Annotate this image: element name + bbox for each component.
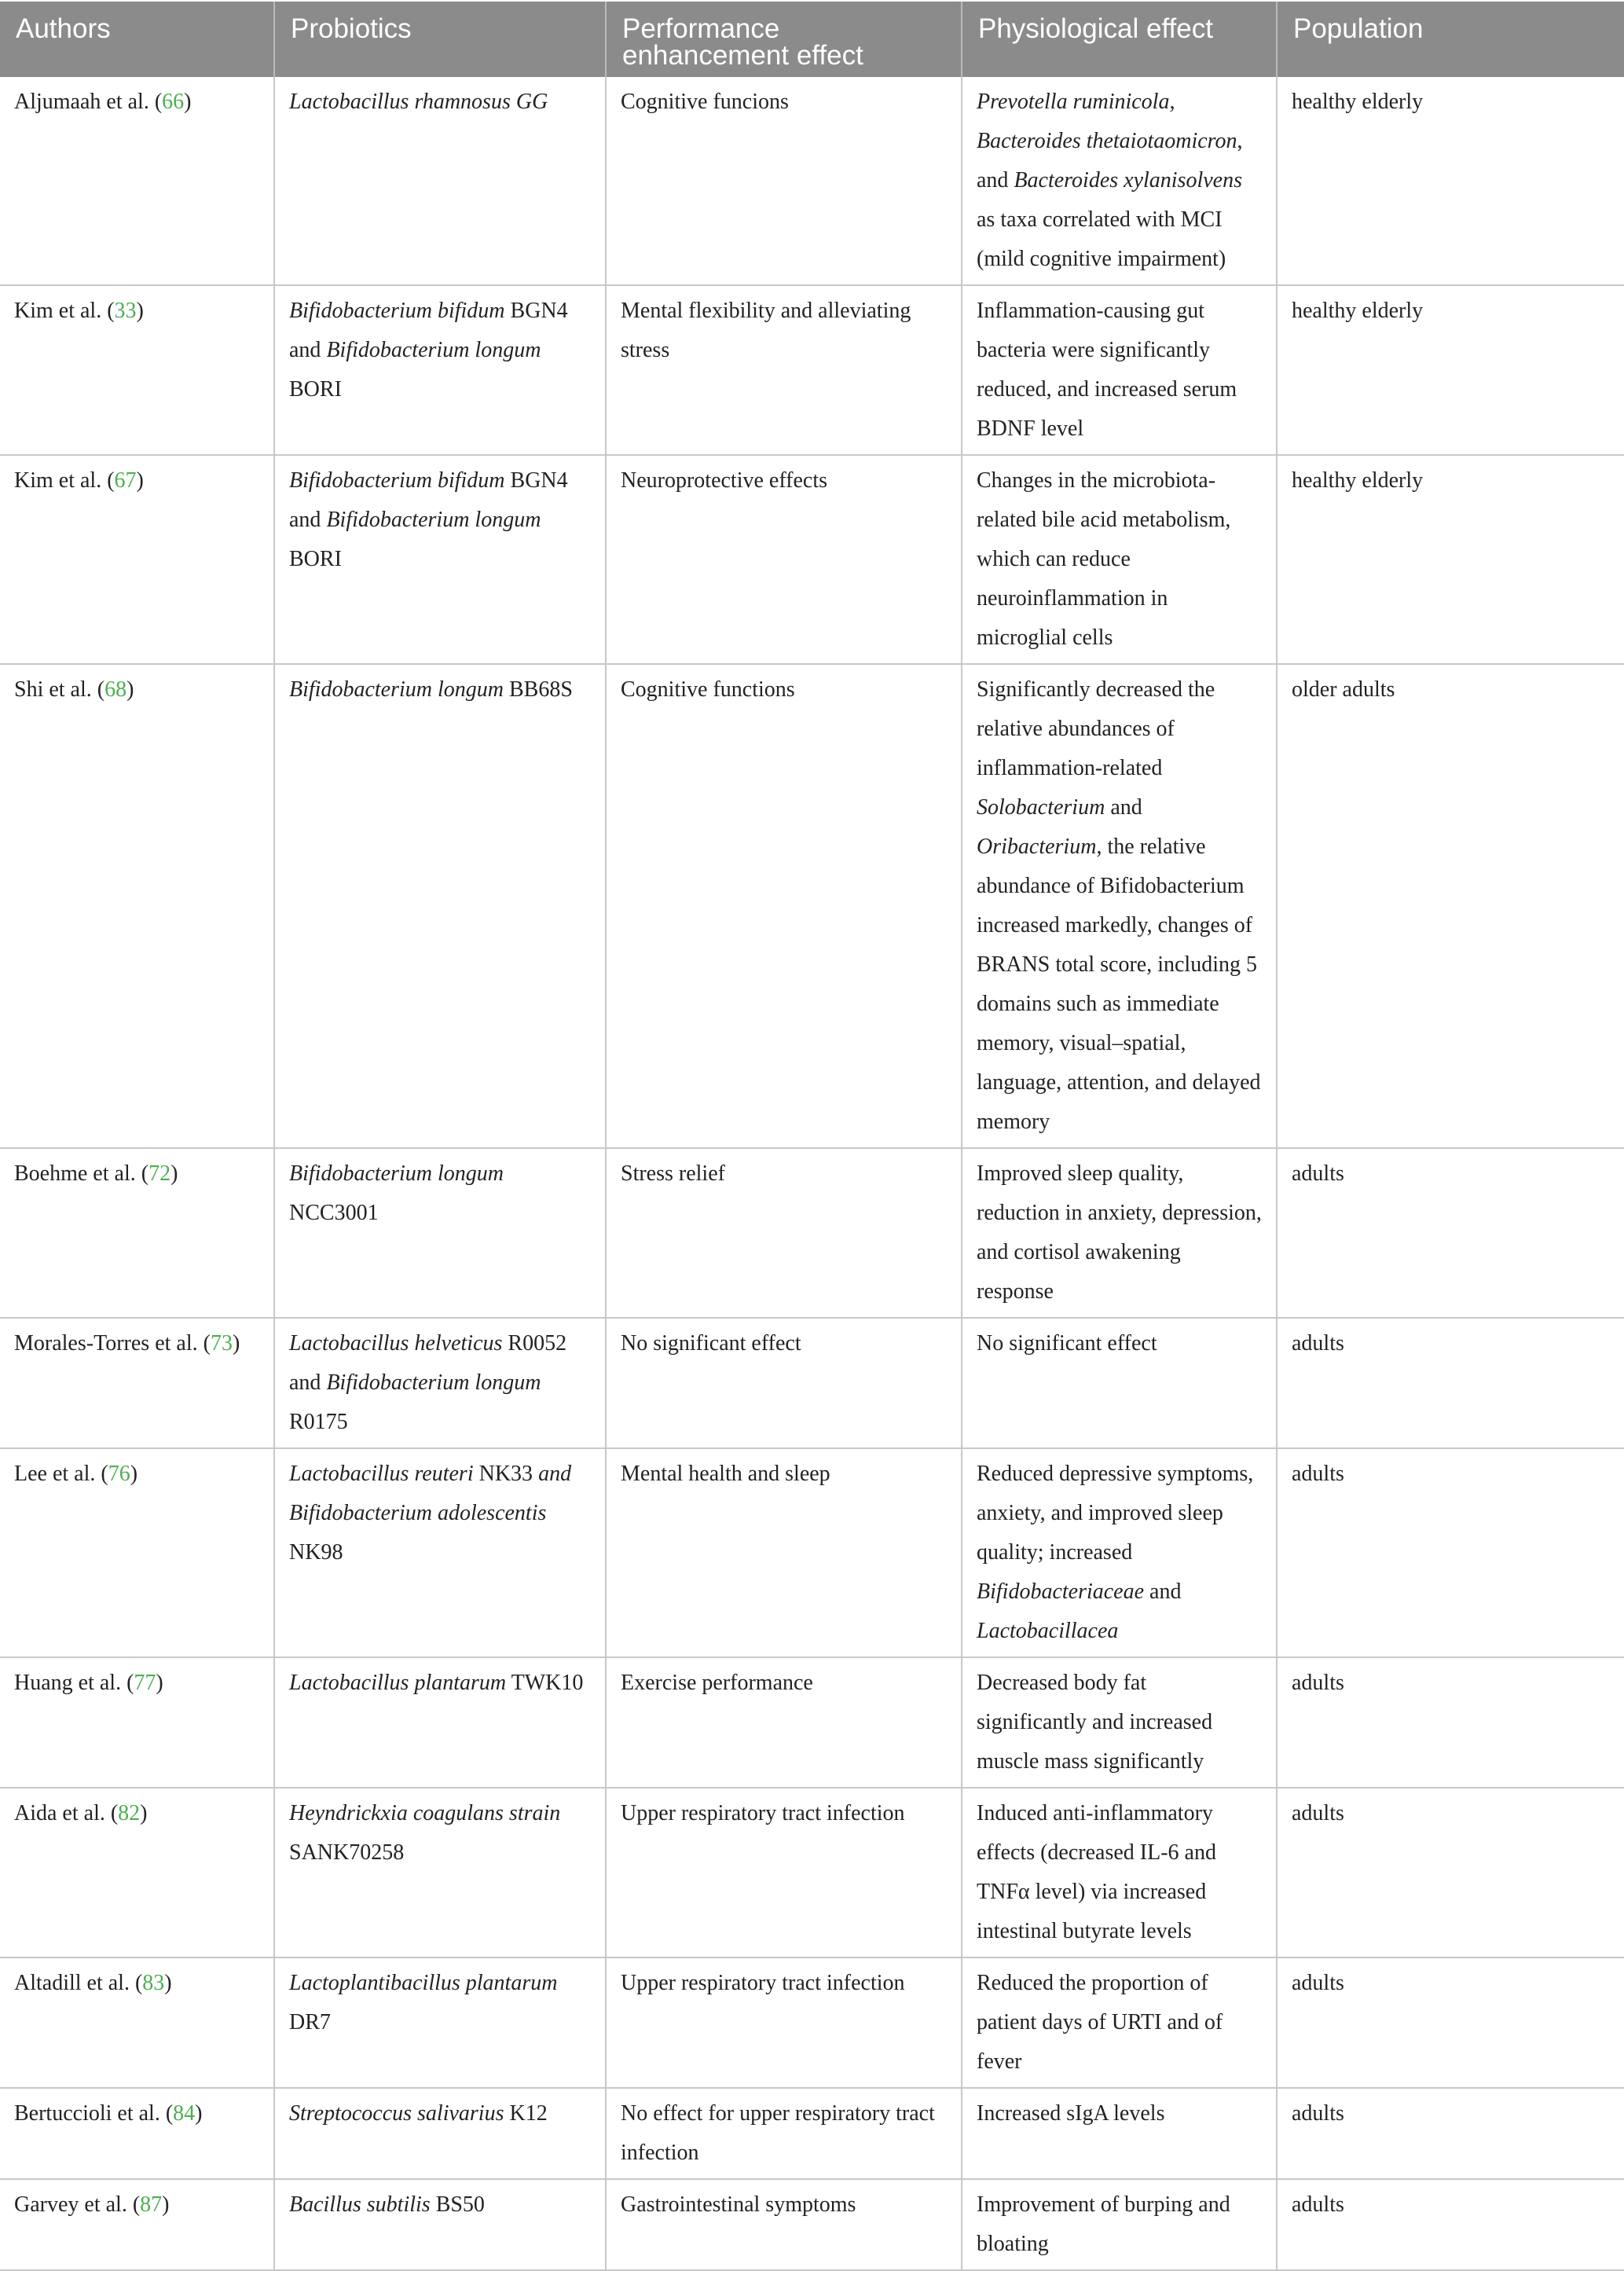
cell-performance-effect: Cognitive funcions	[606, 77, 962, 285]
reference-link[interactable]: 82	[118, 1801, 141, 1825]
reference-link[interactable]: 77	[134, 1671, 156, 1695]
cell-probiotics	[274, 1788, 606, 1957]
cell-probiotics	[274, 664, 606, 1148]
cell-text: NK33	[473, 1462, 539, 1486]
author-name: Altadill et al.	[14, 1971, 130, 1995]
cell-authors: Shi et al. (68)	[0, 664, 274, 1148]
italic-taxon-text: Bacteroides xylanisolvens	[1014, 168, 1242, 193]
header-population: Population	[1277, 2, 1624, 77]
cell-probiotics	[274, 1318, 606, 1448]
author-name: Aljumaah et al.	[14, 90, 149, 114]
cell-text: Improvement of burping and bloating	[977, 2192, 1230, 2256]
cell-authors: Lee et al. (76)	[0, 1448, 274, 1657]
cell-text: BORI	[289, 377, 342, 402]
table-row	[0, 2088, 1624, 2179]
cell-population: adults	[1277, 1318, 1624, 1448]
cell-text: Induced anti-inflammatory effects (decreased IL-6 and TNFα level) via increased intestinal butyrate levels	[977, 1801, 1216, 1943]
cell-text: BGN4 and	[289, 299, 568, 362]
cell-physiological-effect	[962, 2088, 1277, 2179]
cell-authors: Kim et al. (33)	[0, 285, 274, 455]
cell-physiological-effect	[962, 1318, 1277, 1448]
cell-performance-effect: Stress relief	[606, 1148, 962, 1318]
cell-population: older adults	[1277, 664, 1624, 1148]
author-name: Kim et al.	[14, 299, 102, 323]
cell-physiological-effect	[962, 2179, 1277, 2270]
header-physiological-effect: Physiological effect	[962, 2, 1277, 77]
cell-text: Changes in the microbiota-related bile acid metabolism, which can reduce neuroinflammation in microglial cells	[977, 468, 1231, 650]
probiotics-table	[0, 2, 1624, 2271]
cell-probiotics	[274, 2179, 606, 2270]
cell-physiological-effect	[962, 285, 1277, 455]
cell-probiotics	[274, 455, 606, 664]
cell-text: Reduced the proportion of patient days of URTI and of fever	[977, 1971, 1223, 2074]
cell-text: SANK70258	[289, 1840, 405, 1865]
italic-taxon-text: and Bifidobacterium adolescentis	[289, 1462, 572, 1525]
table-row	[0, 1448, 1624, 1657]
italic-taxon-text: Bifidobacterium bifidum	[289, 299, 505, 323]
italic-taxon-text: Oribacterium	[977, 835, 1097, 859]
table-row	[0, 1318, 1624, 1448]
cell-text: BS50	[430, 2192, 485, 2217]
italic-taxon-text: Bifidobacterium longum	[326, 338, 541, 362]
cell-population: adults	[1277, 1788, 1624, 1957]
italic-taxon-text: Lactobacillus rhamnosus GG	[289, 90, 548, 114]
cell-probiotics	[274, 285, 606, 455]
cell-probiotics	[274, 1657, 606, 1788]
author-name: Huang et al.	[14, 1671, 122, 1695]
italic-taxon-text: Lactoplantibacillus plantarum	[289, 1971, 558, 1995]
cell-text: Inflammation-causing gut bacteria were significantly reduced, and increased serum BDNF level	[977, 299, 1237, 441]
cell-text: and	[1105, 795, 1142, 820]
reference-link[interactable]: 73	[210, 1331, 233, 1356]
header-performance-effect: Performance enhancement effect	[606, 2, 962, 77]
cell-authors: Garvey et al. (87)	[0, 2179, 274, 2270]
italic-taxon-text: Lactobacillus plantarum	[289, 1671, 507, 1695]
cell-text: Improved sleep quality, reduction in anxiety, depression, and cortisol awakening response	[977, 1161, 1262, 1304]
cell-authors: Huang et al. (77)	[0, 1657, 274, 1788]
cell-performance-effect: No effect for upper respiratory tract infection	[606, 2088, 962, 2179]
italic-taxon-text: Bifidobacteriaceae	[977, 1579, 1145, 1604]
cell-text: R0052 and	[289, 1331, 567, 1395]
table-row	[0, 285, 1624, 455]
cell-population: adults	[1277, 1957, 1624, 2088]
cell-population: adults	[1277, 2088, 1624, 2179]
reference-link[interactable]: 87	[140, 2192, 163, 2217]
cell-physiological-effect	[962, 1957, 1277, 2088]
reference-link[interactable]: 72	[148, 1161, 171, 1186]
author-name: Boehme et al.	[14, 1161, 136, 1186]
cell-population: healthy elderly	[1277, 455, 1624, 664]
cell-authors: Aljumaah et al. (66)	[0, 77, 274, 285]
cell-physiological-effect	[962, 1657, 1277, 1788]
cell-authors: Boehme et al. (72)	[0, 1148, 274, 1318]
cell-text: BGN4 and	[289, 468, 568, 532]
cell-performance-effect: Cognitive functions	[606, 664, 962, 1148]
cell-authors: Altadill et al. (83)	[0, 1957, 274, 2088]
author-name: Bertuccioli et al.	[14, 2101, 160, 2126]
cell-population: healthy elderly	[1277, 77, 1624, 285]
italic-taxon-text: Bifidobacterium longum	[326, 508, 541, 532]
cell-population: adults	[1277, 1657, 1624, 1788]
author-name: Kim et al.	[14, 468, 102, 493]
reference-link[interactable]: 84	[173, 2101, 196, 2126]
cell-performance-effect: Mental flexibility and alleviating stress	[606, 285, 962, 455]
header-probiotics: Probiotics	[274, 2, 606, 77]
table-row	[0, 1957, 1624, 2088]
cell-probiotics	[274, 1448, 606, 1657]
italic-taxon-text: Solobacterium	[977, 795, 1105, 820]
table-header-row	[0, 2, 1624, 77]
cell-population: adults	[1277, 1448, 1624, 1657]
italic-taxon-text: Lactobacillus reuteri	[289, 1462, 474, 1486]
cell-text: NCC3001	[289, 1201, 379, 1225]
cell-text: Decreased body fat significantly and increased muscle mass significantly	[977, 1671, 1213, 1774]
author-name: Garvey et al.	[14, 2192, 127, 2217]
table-row	[0, 2179, 1624, 2270]
reference-link[interactable]: 67	[114, 468, 137, 493]
table-row	[0, 1657, 1624, 1788]
cell-performance-effect: Neuroprotective effects	[606, 455, 962, 664]
cell-physiological-effect	[962, 1148, 1277, 1318]
cell-text: Significantly decreased the relative abundances of inflammation-related	[977, 677, 1215, 780]
cell-performance-effect: Mental health and sleep	[606, 1448, 962, 1657]
cell-authors: Aida et al. (82)	[0, 1788, 274, 1957]
cell-authors: Bertuccioli et al. (84)	[0, 2088, 274, 2179]
cell-performance-effect: Upper respiratory tract infection	[606, 1788, 962, 1957]
reference-link[interactable]: 76	[108, 1462, 130, 1486]
cell-probiotics	[274, 2088, 606, 2179]
cell-physiological-effect	[962, 664, 1277, 1148]
cell-performance-effect: Gastrointestinal symptoms	[606, 2179, 962, 2270]
author-name: Aida et al.	[14, 1801, 105, 1825]
cell-population: healthy elderly	[1277, 285, 1624, 455]
cell-physiological-effect	[962, 1788, 1277, 1957]
table-row	[0, 455, 1624, 664]
cell-text: , and	[977, 129, 1243, 193]
cell-performance-effect: No significant effect	[606, 1318, 962, 1448]
cell-text: R0175	[289, 1410, 348, 1434]
table-row	[0, 77, 1624, 285]
italic-taxon-text: Bifidobacterium longum	[326, 1370, 541, 1395]
reference-link[interactable]: 68	[104, 677, 127, 702]
cell-text: K12	[504, 2101, 548, 2126]
header-authors: Authors	[0, 2, 274, 77]
cell-performance-effect: Exercise performance	[606, 1657, 962, 1788]
reference-link[interactable]: 33	[114, 299, 137, 323]
cell-population: adults	[1277, 2179, 1624, 2270]
cell-text: TWK10	[506, 1671, 584, 1695]
reference-link[interactable]: 66	[162, 90, 185, 114]
cell-probiotics	[274, 1957, 606, 2088]
cell-physiological-effect	[962, 77, 1277, 285]
italic-taxon-text: Heyndrickxia coagulans strain	[289, 1801, 561, 1825]
cell-physiological-effect	[962, 1448, 1277, 1657]
italic-taxon-text: Bifidobacterium longum	[289, 677, 504, 702]
cell-text: and	[1144, 1579, 1182, 1604]
italic-taxon-text: Bacillus subtilis	[289, 2192, 431, 2217]
italic-taxon-text: Bifidobacterium bifidum	[289, 468, 505, 493]
cell-performance-effect: Upper respiratory tract infection	[606, 1957, 962, 2088]
cell-probiotics	[274, 77, 606, 285]
cell-authors: Morales-Torres et al. (73)	[0, 1318, 274, 1448]
author-name: Lee et al.	[14, 1462, 96, 1486]
cell-physiological-effect	[962, 455, 1277, 664]
cell-text: Reduced depressive symptoms, anxiety, and improved sleep quality; increased	[977, 1462, 1254, 1565]
cell-text: NK98	[289, 1540, 343, 1565]
italic-taxon-text: Lactobacillacea	[977, 1619, 1119, 1643]
table-row	[0, 664, 1624, 1148]
italic-taxon-text: Streptococcus salivarius	[289, 2101, 504, 2126]
italic-taxon-text: Lactobacillus helveticus	[289, 1331, 503, 1356]
cell-text: , the relative abundance of Bifidobacterium increased markedly, changes of BRANS total score, including 5 domains such as immediate memory, visual–spatial, language, attention, and delayed memory	[977, 835, 1261, 1134]
cell-text: as taxa correlated with MCI (mild cognitive impairment)	[977, 207, 1226, 271]
cell-text: DR7	[289, 2010, 331, 2034]
table-body	[0, 77, 1624, 2270]
italic-taxon-text: Prevotella ruminicola, Bacteroides thetaiotaomicron	[977, 90, 1237, 153]
cell-text: No significant effect	[977, 1331, 1157, 1356]
cell-authors: Kim et al. (67)	[0, 455, 274, 664]
table-row	[0, 1148, 1624, 1318]
table-row	[0, 1788, 1624, 1957]
cell-text: BB68S	[503, 677, 573, 702]
italic-taxon-text: Bifidobacterium longum	[289, 1161, 504, 1186]
cell-population: adults	[1277, 1148, 1624, 1318]
author-name: Shi et al.	[14, 677, 92, 702]
cell-probiotics	[274, 1148, 606, 1318]
reference-link[interactable]: 83	[142, 1971, 165, 1995]
cell-text: Increased sIgA levels	[977, 2101, 1165, 2126]
cell-text: BORI	[289, 547, 342, 571]
author-name: Morales-Torres et al.	[14, 1331, 198, 1356]
